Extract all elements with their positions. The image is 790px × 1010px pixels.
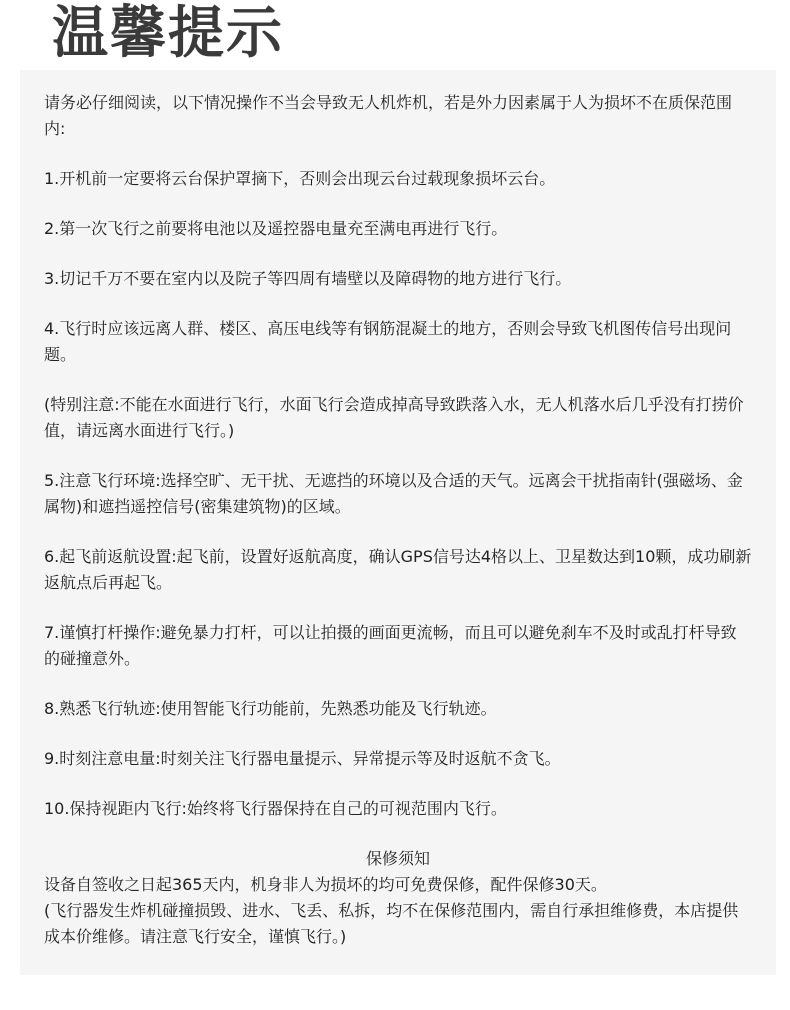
notice-item-3: 3.切记千万不要在室内以及院子等四周有墙壁以及障碍物的地方进行飞行。	[44, 269, 572, 288]
warranty-section	[44, 846, 752, 950]
notice-item-8: 8.熟悉飞行轨迹:使用智能飞行功能前，先熟悉功能及飞行轨迹。	[44, 699, 497, 718]
notice-panel	[20, 70, 776, 975]
page-title: 温馨提示	[52, 1, 284, 66]
warranty-heading: 保修须知	[365, 849, 430, 868]
warranty-period: 设备自签收之日起365天内，机身非人为损坏的均可免费保修，配件保修30天。	[44, 875, 607, 894]
notice-item-5: 5.注意飞行环境:选择空旷、无干扰、无遮挡的环境以及合适的天气。远离会干扰指南针(强磁场、金属物)和遮挡遥控信号(密集建筑物)的区域。	[44, 471, 743, 516]
intro-text: 请务必仔细阅读，以下情况操作不当会导致无人机炸机，若是外力因素属于人为损坏不在质保范围内:	[44, 93, 733, 138]
notice-item-4: 4.飞行时应该远离人群、楼区、高压电线等有钢筋混凝土的地方，否则会导致飞机图传信号出现问题。	[44, 319, 732, 364]
notice-item-6: 6.起飞前返航设置:起飞前，设置好返航高度，确认GPS信号达4格以上、卫星数达到10颗，成功刷新返航点后再起飞。	[44, 547, 752, 592]
notice-item-2: 2.第一次飞行之前要将电池以及遥控器电量充至满电再进行飞行。	[44, 219, 508, 238]
notice-item-9: 9.时刻注意电量:时刻关注飞行器电量提示、异常提示等及时返航不贪飞。	[44, 749, 561, 768]
warranty-exclusions: (飞行器发生炸机碰撞损毁、进水、飞丢、私拆，均不在保修范围内，需自行承担维修费，本店提供成本价维修。请注意飞行安全，谨慎飞行。)	[44, 901, 739, 946]
notice-item-10: 10.保持视距内飞行:始终将飞行器保持在自己的可视范围内飞行。	[44, 799, 507, 818]
special-note: (特别注意:不能在水面进行飞行，水面飞行会造成掉高导致跌落入水，无人机落水后几乎没有打捞价值，请远离水面进行飞行。)	[44, 395, 744, 440]
notice-item-7: 7.谨慎打杆操作:避免暴力打杆，可以让拍摄的画面更流畅，而且可以避免刹车不及时或乱打杆导致的碰撞意外。	[44, 623, 737, 668]
notice-item-1: 1.开机前一定要将云台保护罩摘下，否则会出现云台过载现象损坏云台。	[44, 169, 556, 188]
